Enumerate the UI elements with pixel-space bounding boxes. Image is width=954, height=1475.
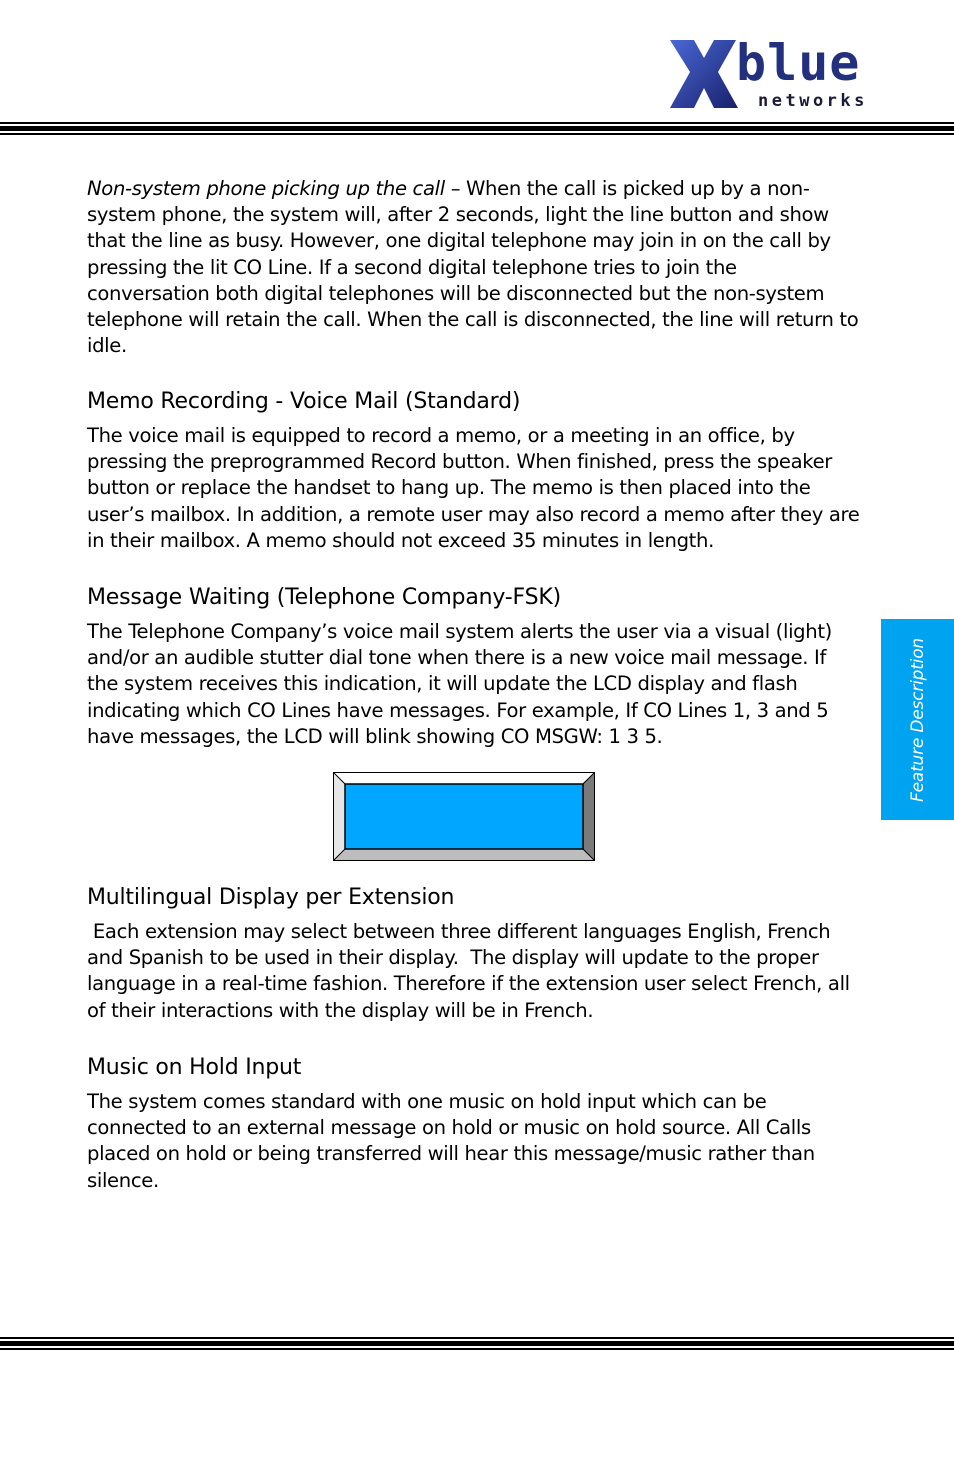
memo-section: [87, 388, 862, 554]
multilingual-section: [87, 884, 862, 1024]
memo-body: The voice mail is equipped to record a memo, or a meeting in an office, by pressing the preprogrammed Record button. When finished, press the speaker button or replace the handset to hang up. The memo is then placed into the user’s mailbox. In addition, a remote user may also record a memo after they are in their mailbox. A memo should not exceed 35 minutes in length.: [87, 424, 860, 552]
multilingual-heading: Multilingual Display per Extension: [87, 885, 455, 910]
logo-sub-text: networks: [758, 91, 868, 111]
bottom-divider: [0, 1337, 954, 1351]
music-on-hold-body: The system comes standard with one music on hold input which can be connected to an external message on hold or music on hold source. All Calls placed on hold or being transferred will hear this message/music rather than silence.: [87, 1090, 815, 1192]
logo-brand-text: blue: [736, 36, 861, 92]
message-waiting-body: The Telephone Company’s voice mail system alerts the user via a visual (light) and/or an audible stutter dial tone when there is a new voice mail message. If the system receives this indication, it will update the LCD display and flash indicating which CO Lines have messages. For example, If CO Lines 1, 3 and 5 have messages, the LCD will blink showing CO MSGW: 1 3 5.: [87, 620, 832, 748]
music-on-hold-heading: Music on Hold Input: [87, 1055, 302, 1080]
intro-body: – When the call is picked up by a non-system phone, the system will, after 2 seconds, light the line button and show that the line as busy. However, one digital telephone may join in on the call by pressing the lit CO Line. If a second digital telephone tries to join the conversation both digital telephones will be disconnected but the non-system telephone will retain the call. When the call is disconnected, the line will return to idle.: [87, 177, 859, 358]
feature-description-tab: [881, 619, 954, 820]
intro-section: [87, 176, 862, 359]
message-waiting-section: [87, 584, 862, 750]
top-divider: [0, 122, 954, 136]
multilingual-body: Each extension may select between three different languages English, French and Spanish to be used in their display. The display will update to the proper language in a real-time fashion. Therefore if the extension user select French, all of their interactions with the display will be in French.: [87, 920, 856, 1022]
music-on-hold-section: [87, 1054, 862, 1194]
lcd-display-illustration: [333, 772, 595, 861]
intro-italic-lead: Non-system phone picking up the call: [87, 177, 445, 200]
tab-label: Feature Description: [907, 637, 928, 802]
lcd-screen: [345, 784, 583, 849]
message-waiting-heading: Message Waiting (Telephone Company-FSK): [87, 585, 561, 610]
intro-paragraph: [87, 176, 862, 359]
memo-heading: Memo Recording - Voice Mail (Standard): [87, 389, 521, 414]
xblue-networks-logo: [668, 36, 874, 112]
